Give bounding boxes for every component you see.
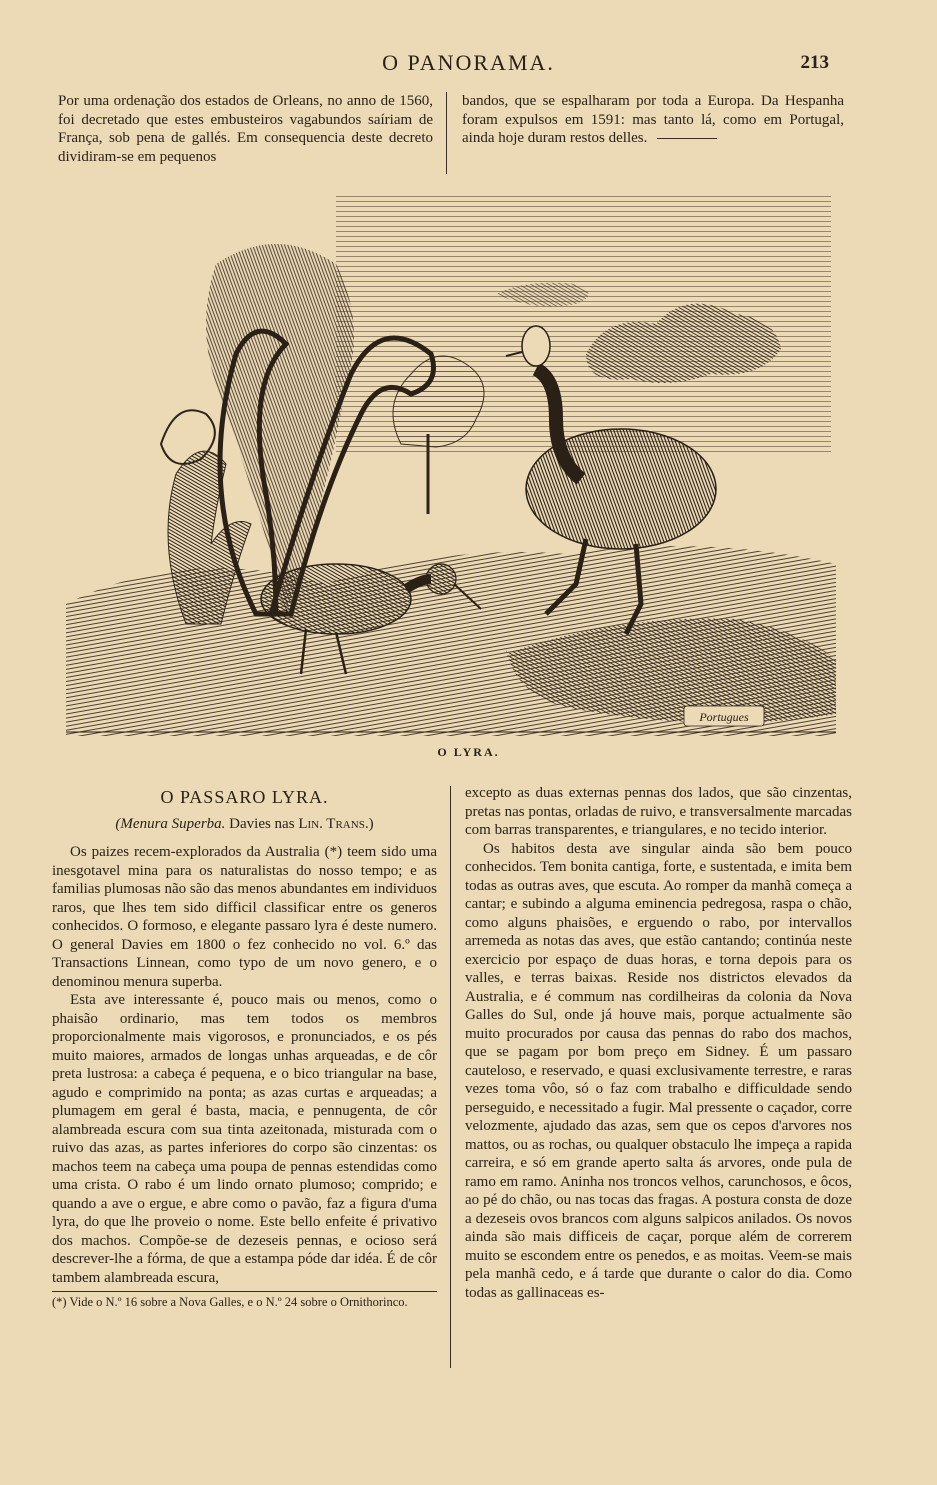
top-right-column	[462, 92, 844, 148]
article-paragraph: Os habitos desta ave singular ainda são bem pouco conhecidos. Tem bonita cantiga, forte, e sustentada, e imita bem todas as outras aves, que escuta. Ao romper da manhã começa a cantar; e subindo a alguma eminencia pedregosa, raspa o chão, como alguns phaisões, e erguendo o rabo, por intervallos arremeda as notas das aves, que estão cantando; continúa neste exercicio por espaço de duas horas, e torna depois para os valles, e terras baixas. Reside nos districtos elevados da Australia, e é commum nas cordilheiras da colonia da Nova Galles do Sul, onde já houve mais, porque actualmente são muito procurados por causa das pennas do rabo dos machos, que se pagam por bom preço em Sidney. É um passaro cauteloso, e reservado, e quasi exclusivamente terrestre, e raras vezes toma vôo, só o faz com trabalho e difficuldade sendo perseguido, e necessitado a fugir. Mal pressente o caçador, corre velozmente, ajudado das azas, sem que os cepos d'arvores nos mattos, ou as rochas, ou qualquer obstaculo lhe impeça a rapida carreira, e só em grande aperto salta ás arvores, onde pula de ramo em ramo. Aninha nos troncos velhos, carunchosos, e ôcos, ao pé do chão, ou nas tocas das fragas. A postura consta de doze a dezeseis ovos brancos com alguns salpicos anilados. Os novos ainda são mais difficeis de caçar, porque além de correrem muito se escondem entre os penedos, e as moitas. Veem-se mais pela manhã cedo, e á tarde que durante o calor do dia. Como todas as gallinaceas es-	[465, 840, 852, 1301]
engraver-signature: Portugues	[699, 710, 749, 724]
footnote-rule	[52, 1291, 437, 1292]
page-number: 213	[800, 52, 829, 73]
cassowary-head	[522, 326, 550, 366]
top-left-paragraph: Por uma ordenação dos estados de Orleans, no anno de 1560, foi decretado que estes embusteiros vagabundos saíriam de França, sob pena de gallés. Em consequencia deste decreto dividiram-se em pequenos	[58, 93, 433, 165]
column-divider-top	[446, 92, 447, 174]
article-title: O PASSARO LYRA.	[160, 787, 329, 807]
top-right-paragraph: bandos, que se espalharam por toda a Europa. Da Hespanha foram expulsos em 1591: mas tanto lá, como em Portugal, ainda hoje duram restos delles.	[462, 93, 844, 146]
masthead	[0, 50, 937, 80]
masthead-title: O PANORAMA.	[382, 50, 555, 75]
article-paragraph: excepto as duas externas pennas dos lados, que são cinzentas, pretas nas pontas, orladas de ruivo, e transversalmente marcadas com barras transparentes, e triangulares, e no tecido interior.	[465, 785, 852, 838]
top-left-column	[58, 92, 433, 166]
article-left-column	[52, 788, 437, 1310]
column-divider-bottom	[450, 786, 451, 1368]
footnote: (*) Vide o N.º 16 sobre a Nova Galles, e o N.º 24 sobre o Ornithorinco.	[52, 1295, 408, 1309]
article-subtitle: (Menura Superba. Davies nas Lin. Trans.)	[115, 815, 374, 832]
engraving-illustration	[66, 184, 836, 736]
section-end-rule	[657, 138, 717, 139]
figure-caption: O LYRA.	[437, 745, 500, 759]
article-paragraph: Os paizes recem-explorados da Australia (*) teem sido uma inesgotavel mina para os naturalistas do nosso tempo; e as familias plumosas não são das menos abundantes em individuos raros, que lhes tem sido difficil classificar entre os generos conhecidos. O formoso, e elegante passaro lyra é deste numero. O general Davies em 1800 o fez conhecido no vol. 6.º das Transactions Linnean, como typo de um novo genero, e o denominou menura superba.	[52, 844, 437, 990]
article-right-column	[465, 784, 852, 1302]
lyrebird-body	[261, 564, 411, 634]
article-paragraph: Esta ave interessante é, pouco mais ou menos, como o phaisão ordinario, mas tem todos os membros proporcionalmente mais vigorosos, e pronunciados, e os pés muito maiores, armados de longas unhas arqueadas, e de côr preta lustrosa: a cabeça é pequena, e o bico triangular na base, agudo e comprimido na ponta; as azas curtas e arqueadas; a plumagem em geral é basta, macia, e pennugenta, de côr alambreada escura com sua tinta azeitonada, misturada com o ruivo das azas, as partes inferiores do corpo são cinzentas: os machos teem na cabeça uma poupa de pennas estendidas como uma crista. O rabo é um lindo ornato plumoso; comprido; e quando a ave o ergue, e abre como o pavão, faz a figura d'uma lyra, do que lhe proveio o nome. Este bello enfeite é privativo dos machos. Compõe-se de dezeseis pennas, e ocioso será descrever-lhe a fórma, de que a estampa póde dar idéa. É de côr tambem alambreada escura,	[52, 992, 437, 1286]
